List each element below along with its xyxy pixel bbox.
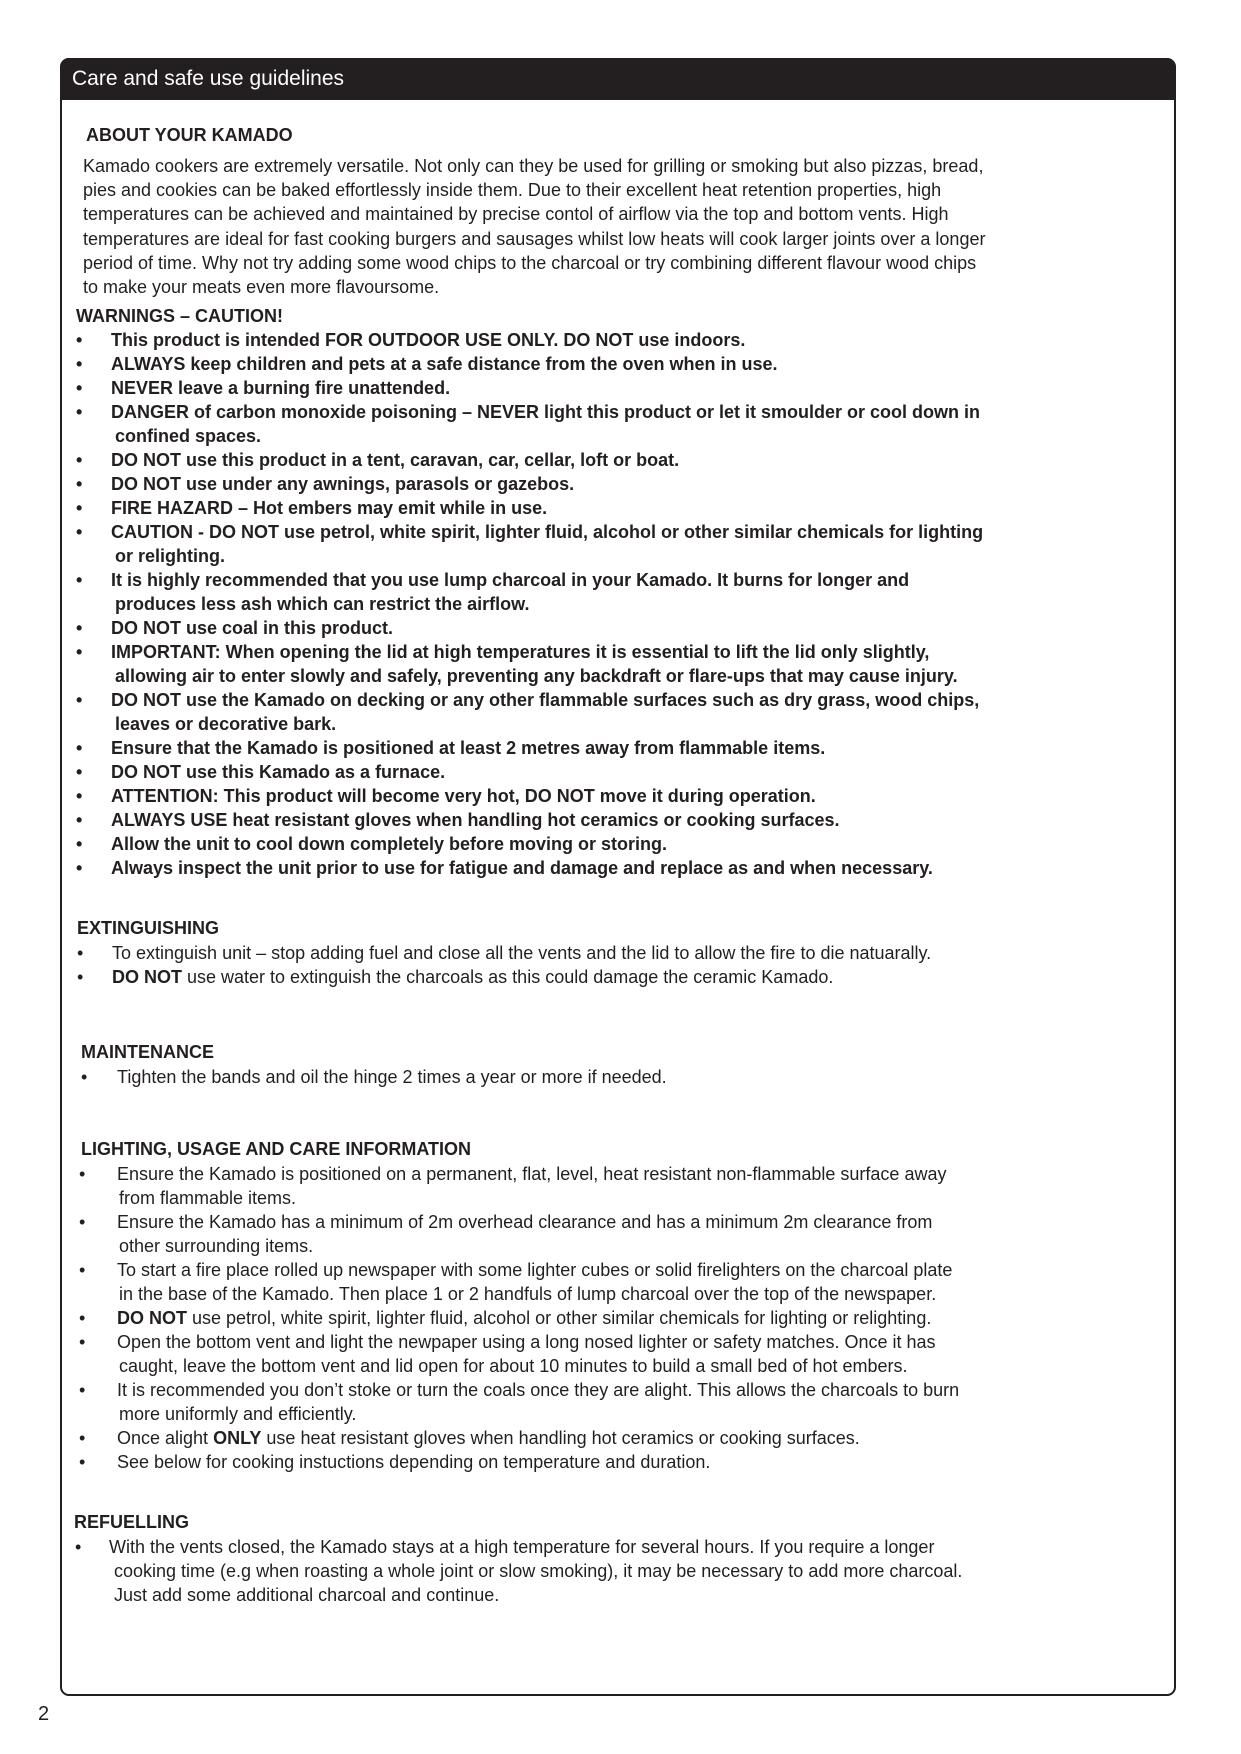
bullet-icon: • xyxy=(76,354,83,374)
list-item-text: caught, leave the bottom vent and lid open for about 10 minutes to build a small bed of hot embers. xyxy=(119,1356,908,1376)
bullet-icon: • xyxy=(76,834,83,854)
warning-item-text: Ensure that the Kamado is positioned at least 2 metres away from flammable items. xyxy=(111,738,826,758)
warning-item-text: CAUTION - DO NOT use petrol, white spirit, lighter fluid, alcohol or other similar chemicals for lighting xyxy=(111,522,984,542)
list-item-text: Tighten the bands and oil the hinge 2 times a year or more if needed. xyxy=(117,1067,667,1087)
list-item-text: Open the bottom vent and light the newpaper using a long nosed lighter or safety matches. Once it has xyxy=(117,1332,936,1352)
bullet-icon: • xyxy=(77,943,84,963)
list-item-text: To start a fire place rolled up newspaper with some lighter cubes or solid firelighters on the charcoal plate xyxy=(117,1260,953,1280)
warning-item-text: NEVER leave a burning fire unattended. xyxy=(111,378,451,398)
about-paragraph xyxy=(83,154,985,299)
bullet-icon: • xyxy=(76,858,83,878)
warning-item-text: confined spaces. xyxy=(115,426,262,446)
bullet-icon: • xyxy=(79,1380,86,1400)
warning-item-text: or relighting. xyxy=(115,546,225,566)
warning-item-text: produces less ash which can restrict the airflow. xyxy=(115,594,530,614)
about-line: Kamado cookers are extremely versatile. Not only can they be used for grilling or smoking but also pizzas, bread, xyxy=(83,156,984,176)
bullet-icon: • xyxy=(76,498,83,518)
warning-item-text: DO NOT use the Kamado on decking or any other flammable surfaces such as dry grass, wood chips, xyxy=(111,690,980,710)
list-item-text: more uniformly and efficiently. xyxy=(119,1404,357,1424)
bullet-icon: • xyxy=(79,1164,86,1184)
warning-item-text: ATTENTION: This product will become very hot, DO NOT move it during operation. xyxy=(111,786,816,806)
bullet-icon: • xyxy=(79,1212,86,1232)
list-item-text: DO NOT use petrol, white spirit, lighter fluid, alcohol or other similar chemicals for lighting or relighting. xyxy=(117,1308,932,1328)
about-line: temperatures are ideal for fast cooking burgers and sausages whilst low heats will cook larger joints over a longer xyxy=(83,228,986,249)
warning-item-text: allowing air to enter slowly and safely, preventing any backdraft or flare-ups that may cause injury. xyxy=(115,666,958,686)
about-line: temperatures can be achieved and maintained by precise contol of airflow via the top and bottom vents. High xyxy=(83,204,949,225)
warning-item-text: IMPORTANT: When opening the lid at high temperatures it is essential to lift the lid only slightly, xyxy=(111,642,930,662)
bullet-icon: • xyxy=(81,1067,88,1087)
lighting-heading: LIGHTING, USAGE AND CARE INFORMATION xyxy=(81,1139,471,1159)
about-line: pies and cookies can be baked effortlessly inside them. Due to their excellent heat retention properties, high xyxy=(83,180,942,201)
warning-item-text: DO NOT use under any awnings, parasols or gazebos. xyxy=(111,474,575,494)
bullet-icon: • xyxy=(76,762,83,782)
bullet-icon: • xyxy=(76,570,83,590)
list-item-text: other surrounding items. xyxy=(119,1236,314,1256)
warning-item-text: FIRE HAZARD – Hot embers may emit while in use. xyxy=(111,498,548,518)
bullet-icon: • xyxy=(76,450,83,470)
warning-item-text: It is highly recommended that you use lump charcoal in your Kamado. It burns for longer and xyxy=(111,570,910,590)
bullet-icon: • xyxy=(75,1537,82,1557)
bullet-icon: • xyxy=(76,810,83,830)
bullet-icon: • xyxy=(76,738,83,758)
list-item-text: DO NOT use water to extinguish the charcoals as this could damage the ceramic Kamado. xyxy=(112,967,834,987)
list-item-text: Once alight ONLY use heat resistant gloves when handling hot ceramics or cooking surfaces. xyxy=(117,1428,860,1448)
bullet-icon: • xyxy=(79,1428,86,1448)
bullet-icon: • xyxy=(79,1260,86,1280)
list-item-text: It is recommended you don’t stoke or turn the coals once they are alight. This allows the charcoals to burn xyxy=(117,1380,960,1400)
warning-item-text: DO NOT use this product in a tent, caravan, car, cellar, loft or boat. xyxy=(111,450,680,470)
warning-item-text: ALWAYS keep children and pets at a safe distance from the oven when in use. xyxy=(111,354,778,374)
bullet-icon: • xyxy=(76,642,83,662)
maintenance-heading: MAINTENANCE xyxy=(81,1042,214,1062)
bullet-icon: • xyxy=(77,967,84,987)
bullet-icon: • xyxy=(76,618,83,638)
list-item-text: Just add some additional charcoal and continue. xyxy=(114,1585,500,1605)
warning-item-text: This product is intended FOR OUTDOOR USE ONLY. DO NOT use indoors. xyxy=(111,330,746,350)
list-item-text: from flammable items. xyxy=(119,1188,297,1208)
list-item-text: Ensure the Kamado has a minimum of 2m overhead clearance and has a minimum 2m clearance from xyxy=(117,1212,933,1232)
warning-item-text: DO NOT use this Kamado as a furnace. xyxy=(111,762,446,782)
about-line: to make your meats even more flavoursome. xyxy=(83,277,440,298)
extinguishing-heading: EXTINGUISHING xyxy=(77,918,220,938)
warning-item-text: DANGER of carbon monoxide poisoning – NEVER light this product or let it smoulder or cool down in xyxy=(111,402,981,422)
list-item-text: See below for cooking instuctions depending on temperature and duration. xyxy=(117,1452,711,1472)
bullet-icon: • xyxy=(79,1452,86,1472)
bullet-icon: • xyxy=(76,474,83,494)
section-title: Care and safe use guidelines xyxy=(72,67,345,90)
list-item-text: To extinguish unit – stop adding fuel and close all the vents and the lid to allow the fire to die natuarally. xyxy=(112,943,932,963)
warning-item-text: leaves or decorative bark. xyxy=(115,714,337,734)
bullet-icon: • xyxy=(76,402,83,422)
bullet-icon: • xyxy=(79,1332,86,1352)
bullet-icon: • xyxy=(76,690,83,710)
warning-item-text: ALWAYS USE heat resistant gloves when handling hot ceramics or cooking surfaces. xyxy=(111,810,840,830)
warning-item-text: DO NOT use coal in this product. xyxy=(111,618,394,638)
list-item-text: Ensure the Kamado is positioned on a permanent, flat, level, heat resistant non-flammable surface away xyxy=(117,1164,947,1184)
about-line: period of time. Why not try adding some wood chips to the charcoal or try combining different flavour wood chips xyxy=(83,252,977,273)
list-item-text: With the vents closed, the Kamado stays at a high temperature for several hours. If you require a longer xyxy=(109,1537,935,1557)
bullet-icon: • xyxy=(79,1308,86,1328)
bullet-icon: • xyxy=(76,522,83,542)
warning-item-text: Always inspect the unit prior to use for fatigue and damage and replace as and when necessary. xyxy=(111,858,933,878)
list-item-text: cooking time (e.g when roasting a whole joint or slow smoking), it may be necessary to add more charcoal. xyxy=(114,1561,963,1581)
refuelling-heading: REFUELLING xyxy=(74,1512,189,1532)
warnings-heading: WARNINGS – CAUTION! xyxy=(76,306,283,326)
warning-item-text: Allow the unit to cool down completely before moving or storing. xyxy=(111,834,668,854)
page-number: 2 xyxy=(38,1703,50,1725)
about-heading: ABOUT YOUR KAMADO xyxy=(86,125,293,145)
bullet-icon: • xyxy=(76,786,83,806)
bullet-icon: • xyxy=(76,330,83,350)
list-item-text: in the base of the Kamado. Then place 1 or 2 handfuls of lump charcoal over the top of the newspaper. xyxy=(119,1284,937,1304)
bullet-icon: • xyxy=(76,378,83,398)
